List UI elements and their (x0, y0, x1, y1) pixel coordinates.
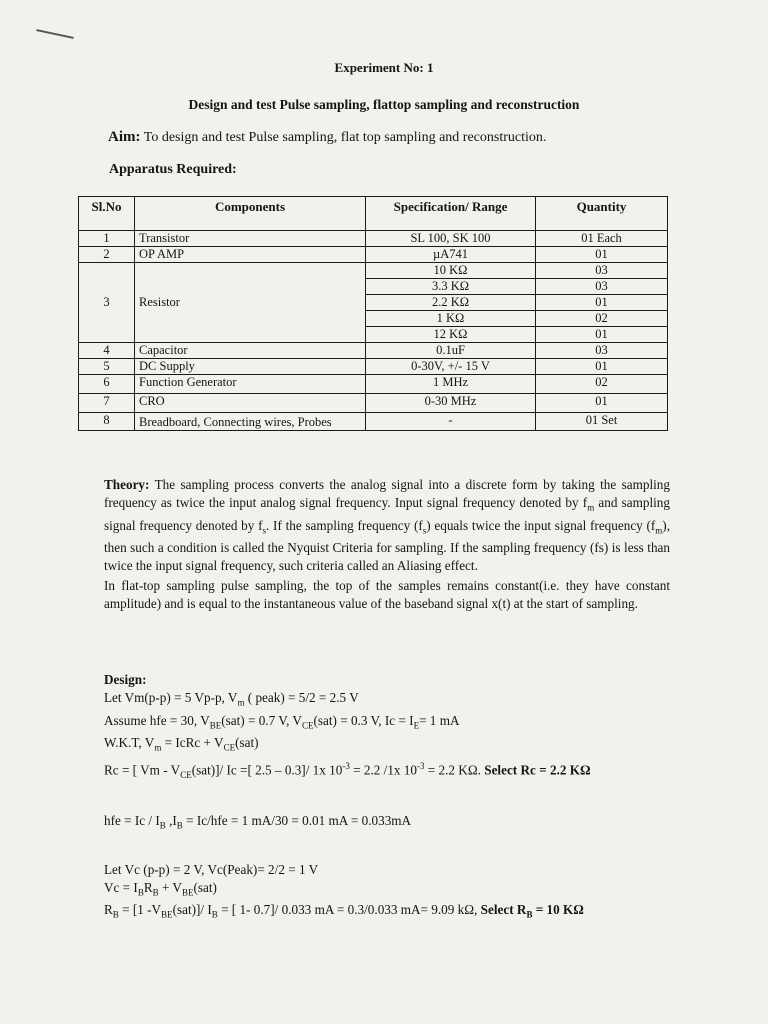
design-text: (sat)]/ I (172, 902, 212, 918)
design-result: Select Rc = 2.2 KΩ (484, 762, 591, 778)
subscript: m (154, 742, 162, 753)
design-line (104, 712, 704, 735)
cell-qty: 03 (536, 263, 668, 279)
design-label: Design: (104, 672, 147, 687)
cell-component: Resistor (135, 263, 366, 343)
subscript: E (413, 720, 420, 731)
table-row (79, 231, 668, 247)
design-text: = Ic/hfe = 1 mA/30 = 0.01 mA = 0.033mA (182, 812, 412, 828)
design-text: ( peak) = 5/2 = 2.5 V (244, 690, 359, 705)
cell-qty: 01 (536, 394, 668, 413)
design-text: hfe = Ic / I (104, 812, 160, 828)
table-row (79, 375, 668, 394)
subscript: B (137, 887, 144, 898)
design-line (104, 757, 704, 784)
cell-qty: 01 Set (536, 413, 668, 431)
apparatus-heading: Apparatus Required: (109, 162, 237, 177)
cell-component: Transistor (135, 231, 366, 247)
cell-spec: 3.3 KΩ (366, 279, 536, 295)
design-text: Vc = I (104, 879, 138, 895)
column-header: Sl.No (79, 197, 135, 231)
cell-qty: 03 (536, 343, 668, 359)
cell-spec: 12 KΩ (366, 327, 536, 343)
cell-component: Function Generator (135, 375, 366, 394)
table-row (79, 247, 668, 263)
design-text: R (104, 902, 113, 918)
subscript: B (211, 909, 218, 920)
cell-slno: 3 (79, 263, 135, 343)
cell-spec: 0-30 MHz (366, 394, 536, 413)
cell-qty: 02 (536, 311, 668, 327)
cell-slno: 2 (79, 247, 135, 263)
design-result-text: = 10 KΩ (532, 902, 584, 918)
theory-section (104, 476, 670, 615)
subscript: CE (180, 769, 192, 780)
cell-spec: µA741 (366, 247, 536, 263)
cell-spec: 1 MHz (366, 375, 536, 394)
cell-qty: 01 (536, 359, 668, 375)
cell-qty: 01 (536, 247, 668, 263)
theory-text: ) equals twice the input signal frequency (f (426, 517, 656, 533)
design-text: Let Vm(p-p) = 5 Vp-p, V (104, 690, 238, 705)
subscript: CE (301, 720, 314, 731)
subscript: BE (161, 909, 173, 920)
design-text: W.K.T, V (104, 735, 155, 751)
design-text: (sat) = 0.7 V, V (221, 712, 302, 728)
subscript: B (526, 909, 533, 920)
design-text: (sat) = 0.3 V, Ic = I (313, 712, 414, 728)
cell-component: CRO (135, 394, 366, 413)
cell-slno: 8 (79, 413, 135, 431)
cell-spec: 1 KΩ (366, 311, 536, 327)
design-result (480, 902, 584, 920)
design-text: = IcRc + V (161, 735, 224, 751)
table-row (79, 263, 668, 279)
subscript: CE (223, 742, 236, 753)
cell-spec: 0-30V, +/- 15 V (366, 359, 536, 375)
design-line (104, 901, 704, 924)
design-line: Let Vc (p-p) = 2 V, Vc(Peak)= 2/2 = 1 V (104, 861, 319, 877)
design-text: Rc = [ Vm - V (104, 762, 181, 778)
subscript: m (587, 502, 595, 513)
cell-slno: 4 (79, 343, 135, 359)
cell-qty: 01 (536, 295, 668, 311)
table-header-row (79, 197, 668, 231)
design-text: = 2.2 KΩ. (424, 762, 485, 778)
design-text: (sat)]/ Ic =[ 2.5 – 0.3]/ 1x 10 (191, 762, 343, 778)
theory-paragraph: In flat-top sampling pulse sampling, the top of the samples remains constant(i.e. they have constant amplitude) and is equal to the instantaneous value of the baseband signal x(t) at the start of sampling. (104, 578, 670, 612)
column-header: Components (135, 197, 366, 231)
subscript: B (152, 887, 159, 898)
cell-spec: SL 100, SK 100 (366, 231, 536, 247)
column-header: Specification/ Range (366, 197, 536, 231)
cell-spec: 2.2 KΩ (366, 295, 536, 311)
subscript: B (176, 820, 183, 831)
table-row (79, 359, 668, 375)
aim-line (108, 129, 546, 146)
theory-label: Theory: (104, 477, 150, 492)
table-row (79, 394, 668, 413)
table-row (79, 343, 668, 359)
page-mark (36, 29, 74, 39)
design-text: = [ 1- 0.7]/ 0.033 mA = 0.3/0.033 mA= 9.09 kΩ, (217, 902, 481, 918)
document-title: Design and test Pulse sampling, flattop sampling and reconstruction (188, 97, 580, 112)
design-text: (sat) (193, 879, 217, 895)
design-text: Assume hfe = 30, V (104, 712, 210, 728)
column-header: Quantity (536, 197, 668, 231)
cell-slno: 7 (79, 394, 135, 413)
design-result-text: Select R (480, 902, 527, 918)
cell-slno: 6 (79, 375, 135, 394)
subscript: BE (209, 720, 222, 731)
theory-paragraph (104, 476, 670, 575)
aim-text: To design and test Pulse sampling, flat top sampling and reconstruction. (140, 130, 547, 145)
design-line (104, 812, 704, 835)
subscript: s (422, 525, 427, 536)
cell-slno: 5 (79, 359, 135, 375)
cell-spec: - (366, 413, 536, 431)
design-text: = 2.2 /1x 10 (349, 762, 417, 778)
design-text: + V (158, 879, 182, 895)
cell-spec: 0.1uF (366, 343, 536, 359)
design-line (104, 734, 704, 757)
table-row (79, 413, 668, 431)
aim-label: Aim: (108, 129, 141, 145)
design-text: R (143, 879, 153, 895)
cell-slno: 1 (79, 231, 135, 247)
subscript: m (655, 525, 663, 536)
subscript: B (159, 820, 166, 831)
cell-component: Capacitor (135, 343, 366, 359)
theory-text: The sampling process converts the analog signal into a discrete form by taking the sampling frequency as twice the input analog signal frequency. Input signal frequency denoted by f (104, 477, 670, 510)
cell-qty: 03 (536, 279, 668, 295)
experiment-number: Experiment No: 1 (334, 60, 434, 75)
cell-component: Breadboard, Connecting wires, Probes (135, 413, 366, 431)
design-line (104, 879, 704, 902)
theory-text: ), then such a condition is called the Nyquist Criteria for sampling. If the sampling frequency (fs) is less than twice the input signal frequency, such criteria called an Aliasing effect. (104, 517, 670, 574)
design-text: = [1 -V (118, 902, 162, 918)
cell-qty: 01 Each (536, 231, 668, 247)
subscript: BE (181, 887, 194, 898)
subscript: s (262, 525, 267, 536)
theory-text: . If the sampling frequency (f (266, 517, 423, 533)
design-line (104, 689, 704, 712)
subscript: m (237, 697, 245, 708)
design-text: (sat) (235, 735, 259, 751)
superscript: -3 (417, 760, 425, 771)
cell-component: OP AMP (135, 247, 366, 263)
apparatus-table (78, 196, 668, 431)
design-section (104, 671, 704, 924)
subscript: B (112, 909, 119, 920)
theory-text: and sampling signal frequency denoted by f (104, 495, 670, 533)
cell-qty: 02 (536, 375, 668, 394)
superscript: -3 (342, 760, 350, 771)
cell-spec: 10 KΩ (366, 263, 536, 279)
design-text: = 1 mA (419, 712, 460, 728)
cell-component: DC Supply (135, 359, 366, 375)
design-text: ,I (165, 812, 177, 828)
cell-qty: 01 (536, 327, 668, 343)
